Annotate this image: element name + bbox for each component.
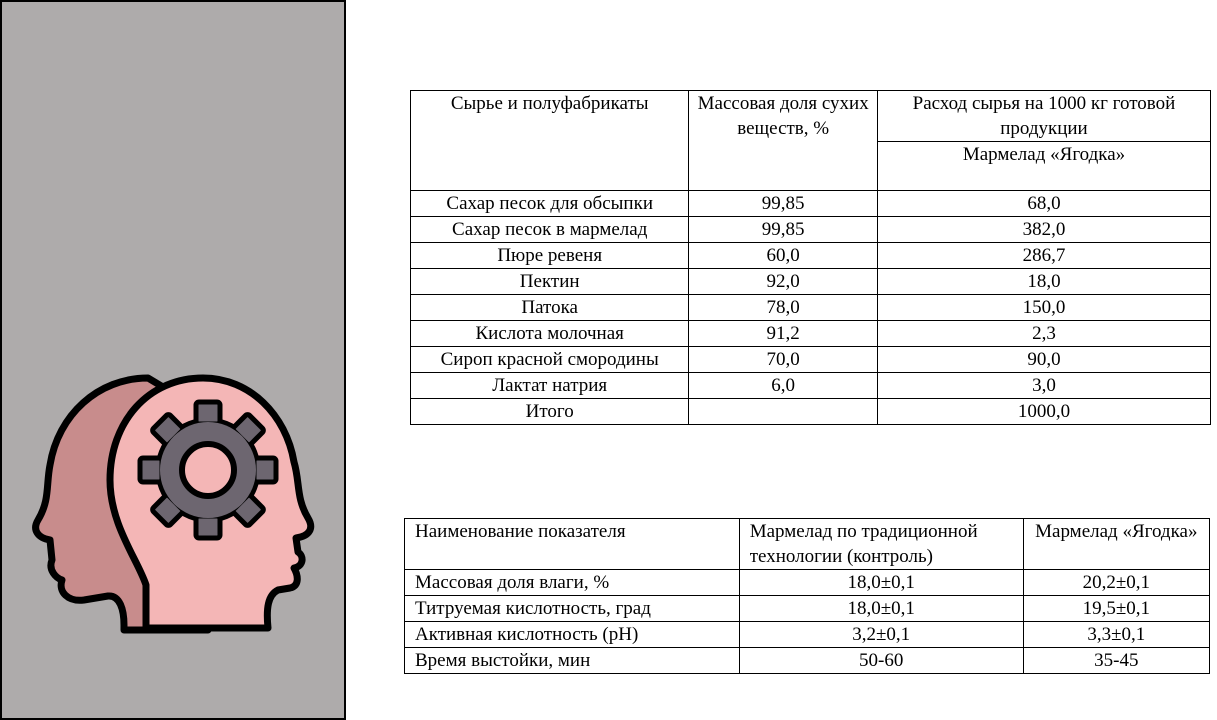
row-dry: 91,2 xyxy=(689,321,878,347)
header-indicator-name: Наименование показателя xyxy=(405,519,740,570)
header-dry-matter: Массовая доля сухих веществ, % xyxy=(689,91,878,191)
row-control: 18,0±0,1 xyxy=(739,570,1023,596)
row-name: Активная кислотность (pH) xyxy=(405,622,740,648)
header-product: Мармелад «Ягодка» xyxy=(877,142,1210,191)
row-amount: 18,0 xyxy=(877,269,1210,295)
row-amount: 2,3 xyxy=(877,321,1210,347)
row-dry: 60,0 xyxy=(689,243,878,269)
header-raw: Сырье и полуфабрикаты xyxy=(411,91,689,191)
table-row xyxy=(405,570,1210,596)
row-name: Время выстойки, мин xyxy=(405,648,740,674)
row-dry: 99,85 xyxy=(689,217,878,243)
row-dry: 78,0 xyxy=(689,295,878,321)
row-name: Сахар песок в мармелад xyxy=(411,217,689,243)
row-amount: 90,0 xyxy=(877,347,1210,373)
table-row xyxy=(405,622,1210,648)
row-control: 18,0±0,1 xyxy=(739,596,1023,622)
row-name: Пектин xyxy=(411,269,689,295)
header-control: Мармелад по традиционной технологии (контроль) xyxy=(739,519,1023,570)
table-row xyxy=(405,648,1210,674)
table-row xyxy=(411,243,1211,269)
row-product: 35-45 xyxy=(1023,648,1209,674)
row-dry: 99,85 xyxy=(689,191,878,217)
indicator-table xyxy=(404,518,1210,674)
row-dry xyxy=(689,399,878,425)
row-name: Кислота молочная xyxy=(411,321,689,347)
header-consumption: Расход сырья на 1000 кг готовой продукции xyxy=(877,91,1210,142)
row-amount: 1000,0 xyxy=(877,399,1210,425)
row-name: Патока xyxy=(411,295,689,321)
row-amount: 3,0 xyxy=(877,373,1210,399)
row-product: 20,2±0,1 xyxy=(1023,570,1209,596)
side-panel xyxy=(0,0,346,720)
row-name: Пюре ревеня xyxy=(411,243,689,269)
row-dry: 70,0 xyxy=(689,347,878,373)
row-control: 3,2±0,1 xyxy=(739,622,1023,648)
row-dry: 92,0 xyxy=(689,269,878,295)
table-row xyxy=(411,399,1211,425)
row-amount: 68,0 xyxy=(877,191,1210,217)
table-row xyxy=(411,191,1211,217)
table-row xyxy=(411,217,1211,243)
row-name: Итого xyxy=(411,399,689,425)
row-amount: 286,7 xyxy=(877,243,1210,269)
row-amount: 150,0 xyxy=(877,295,1210,321)
row-control: 50-60 xyxy=(739,648,1023,674)
table-row xyxy=(411,347,1211,373)
header-product: Мармелад «Ягодка» xyxy=(1023,519,1209,570)
table-row xyxy=(411,321,1211,347)
table-row xyxy=(411,295,1211,321)
row-name: Сахар песок для обсыпки xyxy=(411,191,689,217)
row-name: Массовая доля влаги, % xyxy=(405,570,740,596)
row-dry: 6,0 xyxy=(689,373,878,399)
row-product: 3,3±0,1 xyxy=(1023,622,1209,648)
table-row xyxy=(411,373,1211,399)
row-name: Лактат натрия xyxy=(411,373,689,399)
row-name: Сироп красной смородины xyxy=(411,347,689,373)
row-product: 19,5±0,1 xyxy=(1023,596,1209,622)
table-row xyxy=(405,596,1210,622)
head-with-gear-icon xyxy=(28,370,318,640)
table-row xyxy=(411,269,1211,295)
row-name: Титруемая кислотность, град xyxy=(405,596,740,622)
row-amount: 382,0 xyxy=(877,217,1210,243)
recipe-table xyxy=(410,90,1211,425)
